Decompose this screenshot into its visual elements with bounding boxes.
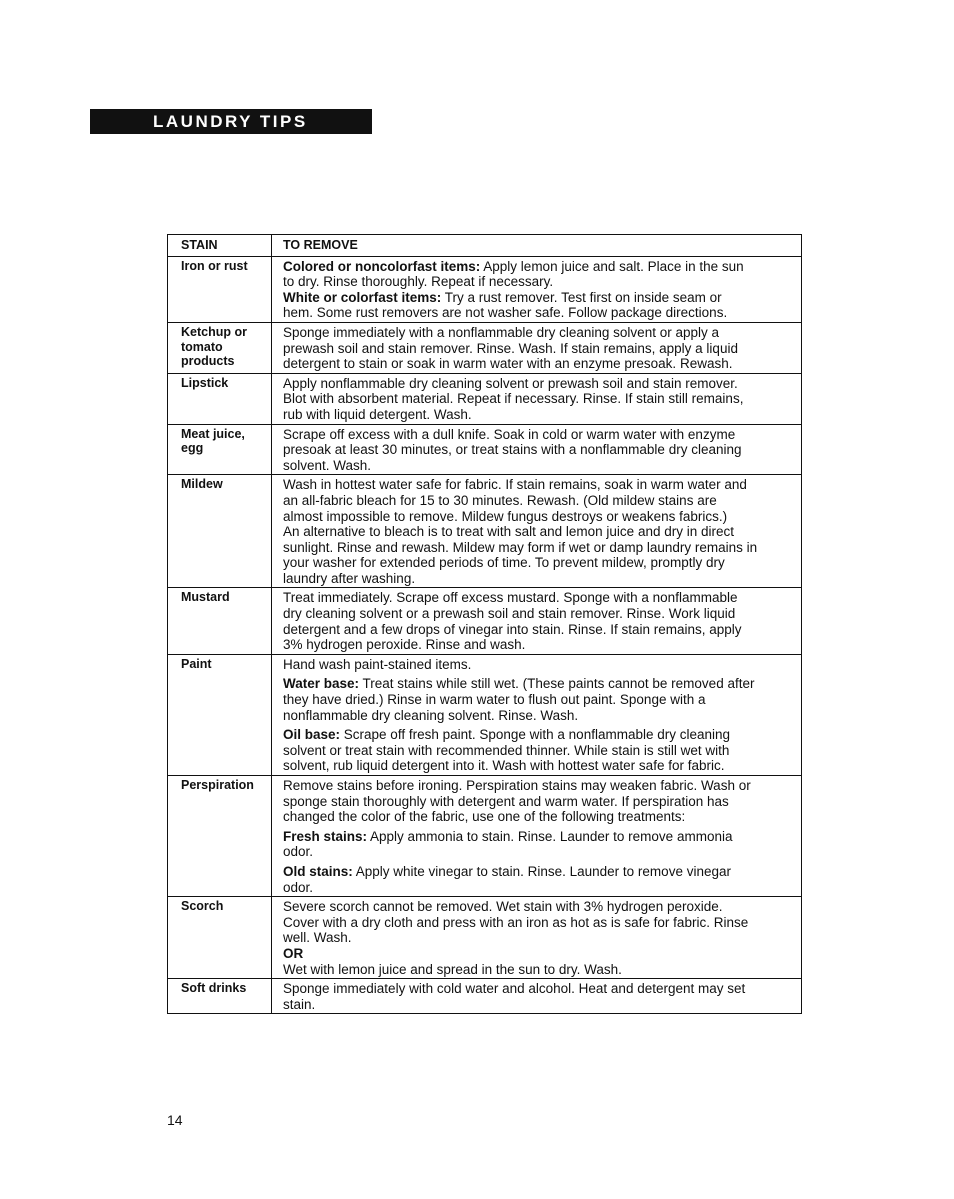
instruction-line [283,305,797,321]
table-row [168,424,802,475]
instruction-line [283,555,797,571]
instruction-text: Wash in hottest water safe for fabric. If stain remains, soak in warm water and [283,477,747,493]
instruction-text: laundry after washing. [283,570,416,586]
instruction-line [283,829,797,845]
instruction-line [283,727,797,743]
removal-instructions [272,373,802,424]
instruction-label: OR [283,945,304,961]
stain-name: Lipstick [168,373,272,424]
column-header-to-remove: TO REMOVE [272,235,802,257]
instruction-text: stain. [283,996,316,1012]
instruction-text: Try a rust remover. Test first on inside seam or [441,289,722,305]
section-title-banner: LAUNDRY TIPS [90,109,372,134]
instruction-label: Oil base: [283,727,341,743]
instruction-text: detergent to stain or soak in warm water with an enzyme presoak. Rewash. [283,356,733,372]
instruction-text: 3% hydrogen peroxide. Rinse and wash. [283,637,526,653]
table-row [168,322,802,373]
instruction-line [283,657,797,673]
instruction-line [283,915,797,931]
instruction-line [283,341,797,357]
table-row [168,256,802,322]
table-row [168,654,802,775]
instruction-line [283,676,797,692]
stain-name: Meat juice, egg [168,424,272,475]
removal-instructions [272,322,802,373]
instruction-text: changed the color of the fabric, use one of the following treatments: [283,809,686,825]
instruction-label: Fresh stains: [283,828,368,844]
instruction-line [283,692,797,708]
instruction-text: Hand wash paint-stained items. [283,656,472,672]
column-header-stain: STAIN [168,235,272,257]
instruction-text: well. Wash. [283,930,352,946]
instruction-text: odor. [283,844,314,860]
instruction-line [283,809,797,825]
instruction-text: solvent. Wash. [283,457,372,473]
instruction-text: Apply white vinegar to stain. Rinse. Launder to remove vinegar [352,863,731,879]
instruction-label: Colored or noncolorfast items: [283,258,481,274]
removal-instructions [272,654,802,775]
removal-instructions [272,475,802,588]
instruction-line [283,259,797,275]
stain-name: Soft drinks [168,979,272,1014]
removal-instructions [272,588,802,654]
instruction-line [283,458,797,474]
instruction-line [283,794,797,810]
instruction-line [283,493,797,509]
instruction-text: rub with liquid detergent. Wash. [283,406,472,422]
instruction-text: an all-fabric bleach for 15 to 30 minutes. Rewash. (Old mildew stains are [283,492,717,508]
instruction-text: Remove stains before ironing. Perspiration stains may weaken fabric. Wash or [283,778,751,793]
instruction-line [283,290,797,306]
instruction-label: Water base: [283,676,360,692]
instruction-line [283,590,797,606]
instruction-text: nonflammable dry cleaning solvent. Rinse. Wash. [283,707,579,723]
instruction-text: Scrape off excess with a dull knife. Soak in cold or warm water with enzyme [283,426,736,442]
instruction-line [283,778,797,794]
page-number: 14 [167,1112,183,1128]
instruction-text: presoak at least 30 minutes, or treat stains with a nonflammable dry cleaning [283,442,742,458]
instruction-text: Treat immediately. Scrape off excess mustard. Sponge with a nonflammable [283,590,738,606]
table-row [168,979,802,1014]
instruction-line [283,864,797,880]
instruction-text: prewash soil and stain remover. Rinse. Wash. If stain remains, apply a liquid [283,340,738,356]
instruction-text: odor. [283,879,314,895]
instruction-line [283,962,797,978]
instruction-text: Blot with absorbent material. Repeat if necessary. Rinse. If stain still remains, [283,391,744,407]
instruction-line [283,743,797,759]
instruction-text: detergent and a few drops of vinegar into stain. Rinse. If stain remains, apply [283,621,742,637]
table-header-row [168,235,802,257]
instruction-line [283,571,797,587]
instruction-line [283,844,797,860]
instruction-line [283,509,797,525]
stain-name: Mildew [168,475,272,588]
instruction-text: Sponge immediately with cold water and alcohol. Heat and detergent may set [283,981,746,997]
instruction-text: Treat stains while still wet. (These paints cannot be removed after [359,676,755,692]
instruction-line [283,981,797,997]
instruction-line [283,356,797,372]
instruction-text: almost impossible to remove. Mildew fungus destroys or weakens fabrics.) [283,508,728,524]
instruction-text: sunlight. Rinse and rewash. Mildew may form if wet or damp laundry remains in [283,539,758,555]
instruction-line [283,376,797,392]
instruction-line [283,442,797,458]
removal-instructions [272,897,802,979]
instruction-text: An alternative to bleach is to treat with salt and lemon juice and dry in direct [283,524,734,540]
table-row [168,373,802,424]
instruction-text: Apply lemon juice and salt. Place in the sun [480,258,744,274]
stain-name: Paint [168,654,272,775]
stain-removal-table [167,234,802,1014]
instruction-label: White or colorfast items: [283,289,442,305]
instruction-text: your washer for extended periods of time. To prevent mildew, promptly dry [283,555,725,571]
instruction-text: sponge stain thoroughly with detergent and warm water. If perspiration has [283,793,729,809]
instruction-line [283,946,797,962]
instruction-line [283,708,797,724]
instruction-text: Wet with lemon juice and spread in the sun to dry. Wash. [283,961,622,977]
table-row [168,475,802,588]
instruction-line [283,427,797,443]
table-row [168,897,802,979]
table-row [168,588,802,654]
instruction-text: dry cleaning solvent or a prewash soil and stain remover. Rinse. Work liquid [283,606,736,622]
instruction-line [283,391,797,407]
table-row [168,776,802,897]
instruction-line [283,880,797,896]
instruction-line [283,637,797,653]
instruction-line [283,477,797,493]
instruction-line [283,606,797,622]
instruction-text: Cover with a dry cloth and press with an iron as hot as is safe for fabric. Rinse [283,914,749,930]
stain-name: Ketchup or tomato products [168,322,272,373]
instruction-label: Old stains: [283,863,353,879]
instruction-line [283,758,797,774]
instruction-line [283,524,797,540]
instruction-line [283,325,797,341]
removal-instructions [272,424,802,475]
instruction-text: they have dried.) Rinse in warm water to flush out paint. Sponge with a [283,692,706,708]
stain-name: Mustard [168,588,272,654]
instruction-text: hem. Some rust removers are not washer safe. Follow package directions. [283,305,728,321]
instruction-line [283,622,797,638]
removal-instructions [272,776,802,897]
instruction-line [283,407,797,423]
instruction-text: Apply nonflammable dry cleaning solvent or prewash soil and stain remover. [283,375,738,391]
removal-instructions [272,256,802,322]
stain-name: Scorch [168,897,272,979]
removal-instructions [272,979,802,1014]
instruction-line [283,930,797,946]
instruction-text: solvent or treat stain with recommended thinner. While stain is still wet with [283,742,730,758]
instruction-text: Sponge immediately with a nonflammable dry cleaning solvent or apply a [283,324,719,340]
stain-name: Perspiration [168,776,272,897]
instruction-text: Apply ammonia to stain. Rinse. Launder to remove ammonia [367,828,733,844]
instruction-text: solvent, rub liquid detergent into it. Wash with hottest water safe for fabric. [283,758,725,774]
instruction-line [283,540,797,556]
instruction-text: to dry. Rinse thoroughly. Repeat if necessary. [283,274,554,290]
stain-name: Iron or rust [168,256,272,322]
instruction-text: Severe scorch cannot be removed. Wet stain with 3% hydrogen peroxide. [283,899,723,915]
instruction-line [283,997,797,1013]
instruction-line [283,274,797,290]
instruction-line [283,899,797,915]
instruction-text: Scrape off fresh paint. Sponge with a nonflammable dry cleaning [340,727,731,743]
